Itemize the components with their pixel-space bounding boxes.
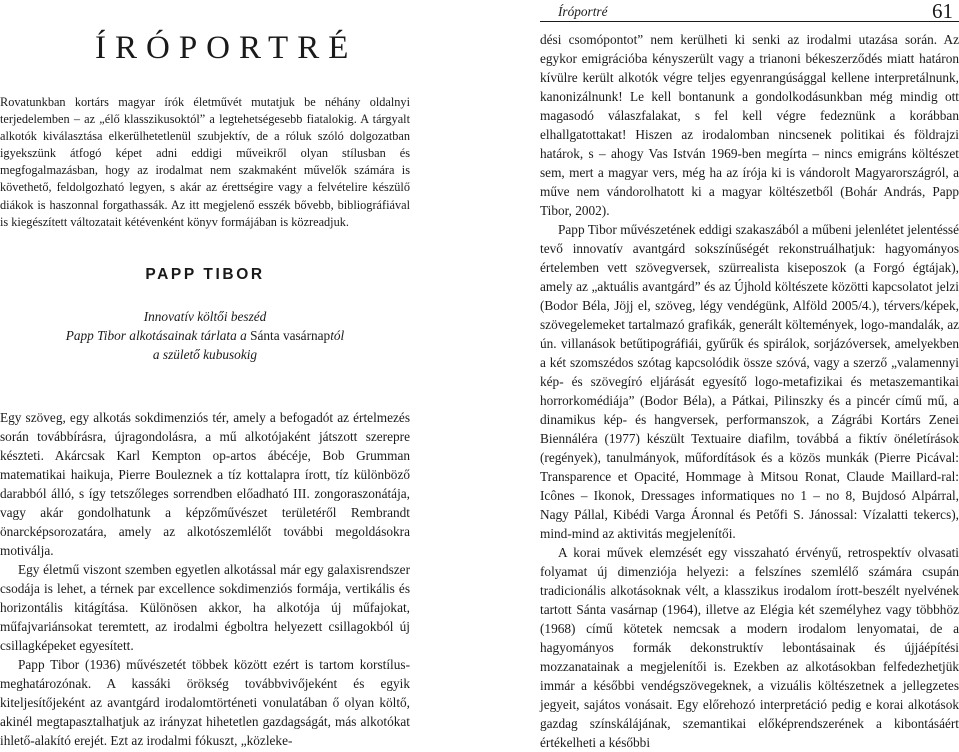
header-rule bbox=[540, 21, 959, 22]
right-body-text bbox=[540, 30, 959, 752]
subtitle-line-3: a születő kubusokig bbox=[152, 347, 258, 362]
running-head: Íróportré bbox=[558, 4, 608, 19]
left-paragraph: Papp Tibor (1936) művészetét többek között ezért is tartom korstílus-meghatározónak. A kassáki örökség továbbvivőjeként és egyik kiteljesítőjeként az avantgárd irodalomtörténeti vonulatában ő olyan költő, akinél megtapasztalhatjuk az irányzat hihetetlen gazdagságát, más alkotókat ihlető-alakító erejét. Ezt az irodalmi fókuszt, „közleke- bbox=[0, 657, 410, 748]
author-heading: PAPP TIBOR bbox=[145, 266, 265, 283]
subtitle-line-2b: Sánta vasárnap bbox=[250, 328, 331, 343]
right-paragraph: dési csomópontot” nem kerülheti ki senki az irodalmi utazása során. Az egykor emigrációba kényszerült vagy a trianoni békeszerződés miatt határon kívülre került alkotók végre teljes egyenrangúsággal kellene interpretálnunk, kanonizálnunk! Le kell bontanunk a gondolkodásunkban még mindig ott magasodó válaszfalakat, s fel kell végre fedeznünk a korábban elhallgatottakat! Hiszen az irodalomban nincsenek politikai és földrajzi határok, s – ahogy Vas István 1969-ben megírta – nincs emigráns költészet sem, mert a magyar vers, még ha az írója ki is vándorolt Magyarországról, a műve nem vándorolhatott ki a magyar költészetből (Bohár András, Papp Tibor, 2002). bbox=[540, 32, 959, 218]
page-number: 61 bbox=[932, 0, 953, 23]
column-intro: Rovatunkban kortárs magyar írók életművét mutatjuk be néhány oldalnyi terjedelemben – az „élő klasszikusoktól” a legtehetségesebb fiatalokig. A tárgyalt alkotók kiválasztása elkerülhetetlenül szubjektív, de a róluk szóló dolgozatban igyekszünk átfogó képet adni eddigi műveikről olyan stílusban és megfogalmazásban, hogy az irodalmat nem szakmaként művelők számára is követhető, feldolgozható legyen, s akár az érettségire vagy a felvételire készülő diákok is haszonnal forgathassák. Az itt megjelenő esszék bővebb, bibliográfiával is kiegészített változatait kétévenként könyv formájában is közreadjuk. bbox=[0, 95, 410, 229]
right-paragraph: Papp Tibor művészetének eddigi szakaszából a műbeni jelenlétet jelentéssé tevő innovatív avantgárd sokszínűségét rekonstruálhatjuk: hagyományos értelemben vett szövegversek, szürrealista kiseposzok (a Forgó égtájak), amely az „aktuális avantgárd” és az Újhold költészete közötti kapcsolatot jelzi (Bodor Béla, Jöjj el, szöveg, légy vendégünk, Alföld 2005/4.), térvers/képek, szövegelemeket tartalmazó grafikák, generált költemények, logo-mandalák, az ún. villanások betűtipográfiái, gyűrűk és spirálok, sorjázóversek, amelyekben a két szomszédos szótag kapcsolódik össze szóvá, vagy a szerző „valamennyi kép- és szövegíró eljárását egyesítő logo-metafizikai és metaszemantikai horrorkomédiája” (Bodor Béla), a Pátkai, Pilinszky és a pincér című mű, a dinamikus kép- és hangversek, performanszok, a Zágrábi Kortárs Zenei Biennáléra (1977) készült Textuaire diafilm, továbbá a fiktív önéletírások (regények), tanulmányok, műfordítások és a közös munkák (Pierre Picával: Transparence et Opacité, Hommage à Mitsou Ronat, Claude Maillard-ral: Icônes – Ikonok, Dressages informatiques no 1 – no 8, Bujdosó Alpárral, Nagy Pállal, Kibédi Varga Áronnal és Petőfi S. Jánossal: Vízalatti tekercs), mind-mind az aktivitás megjelenítői. bbox=[540, 222, 959, 541]
article-subtitle bbox=[0, 307, 410, 364]
subtitle-line-2a: Papp Tibor alkotásainak tárlata a bbox=[65, 328, 251, 343]
left-paragraph: Egy életmű viszont szemben egyetlen alkotással már egy galaxisrendszer csodája is lehet, a térnek par excellence sokdimenziós formája, vertikális és horizontális kitágítása. Különösen akkor, ha alkotója új műfajokat, műfajvariánsokat teremtett, az irodalmi égboltra helyezett csillagokból új csillagképeket egyesített. bbox=[0, 562, 410, 653]
section-title: ÍRÓPORTRÉ bbox=[95, 30, 358, 66]
right-paragraph: A korai művek elemzését egy visszaható érvényű, retrospektív olvasati folyamat új dimenziója helyezi: a felszínes szemlélő számára csupán tradicionális alkotásoknak vélt, a klasszikus irodalom írott-beszélt nyelvének tartott Sánta vasárnap (1964), illetve az Elégia két személyhez vagy többhöz (1968) című kötetek nemcsak a modern irodalom lenyomatai, de a hagyományos formák dekonstruktív lebontásainak és újjáépítési mozzanatainak a megjelenítői is. Ezekben az alkotásokban felfedezhetjük immár a későbbi vendégszövegeknek, a vizuális költészetnek a jellegzetes jegyeit, sajátos vonásait. Egy előrehozó interpretáció pedig e korai alkotások gazdag színskálájának, szemantikai előképrendszerének a kibontásáért értékelheti a későbbi bbox=[540, 545, 959, 750]
left-paragraph: Egy szöveg, egy alkotás sokdimenziós tér, amely a befogadót az értelmezés során továbbírásra, újragondolásra, a mű alkotójaként játszott szerepre készteti. Akárcsak Karl Kempton op-artos ábécéje, Bob Grumman matematikai haikuja, Pierre Bouleznek a tíz kottalapra írott, tíz különböző darabból álló, s így tetszőleges sorrendben előadható III. zongoraszonátája, vagy akár gondolhatunk a képzőművészet területéről Rembrandt önarcképsorozatára, amely az alkotószemlélőt további megoldásokra motiválja. bbox=[0, 410, 410, 558]
subtitle-line-2c: tól bbox=[330, 328, 345, 343]
left-body-text bbox=[0, 408, 410, 750]
subtitle-line-1: Innovatív költői beszéd bbox=[143, 309, 267, 324]
